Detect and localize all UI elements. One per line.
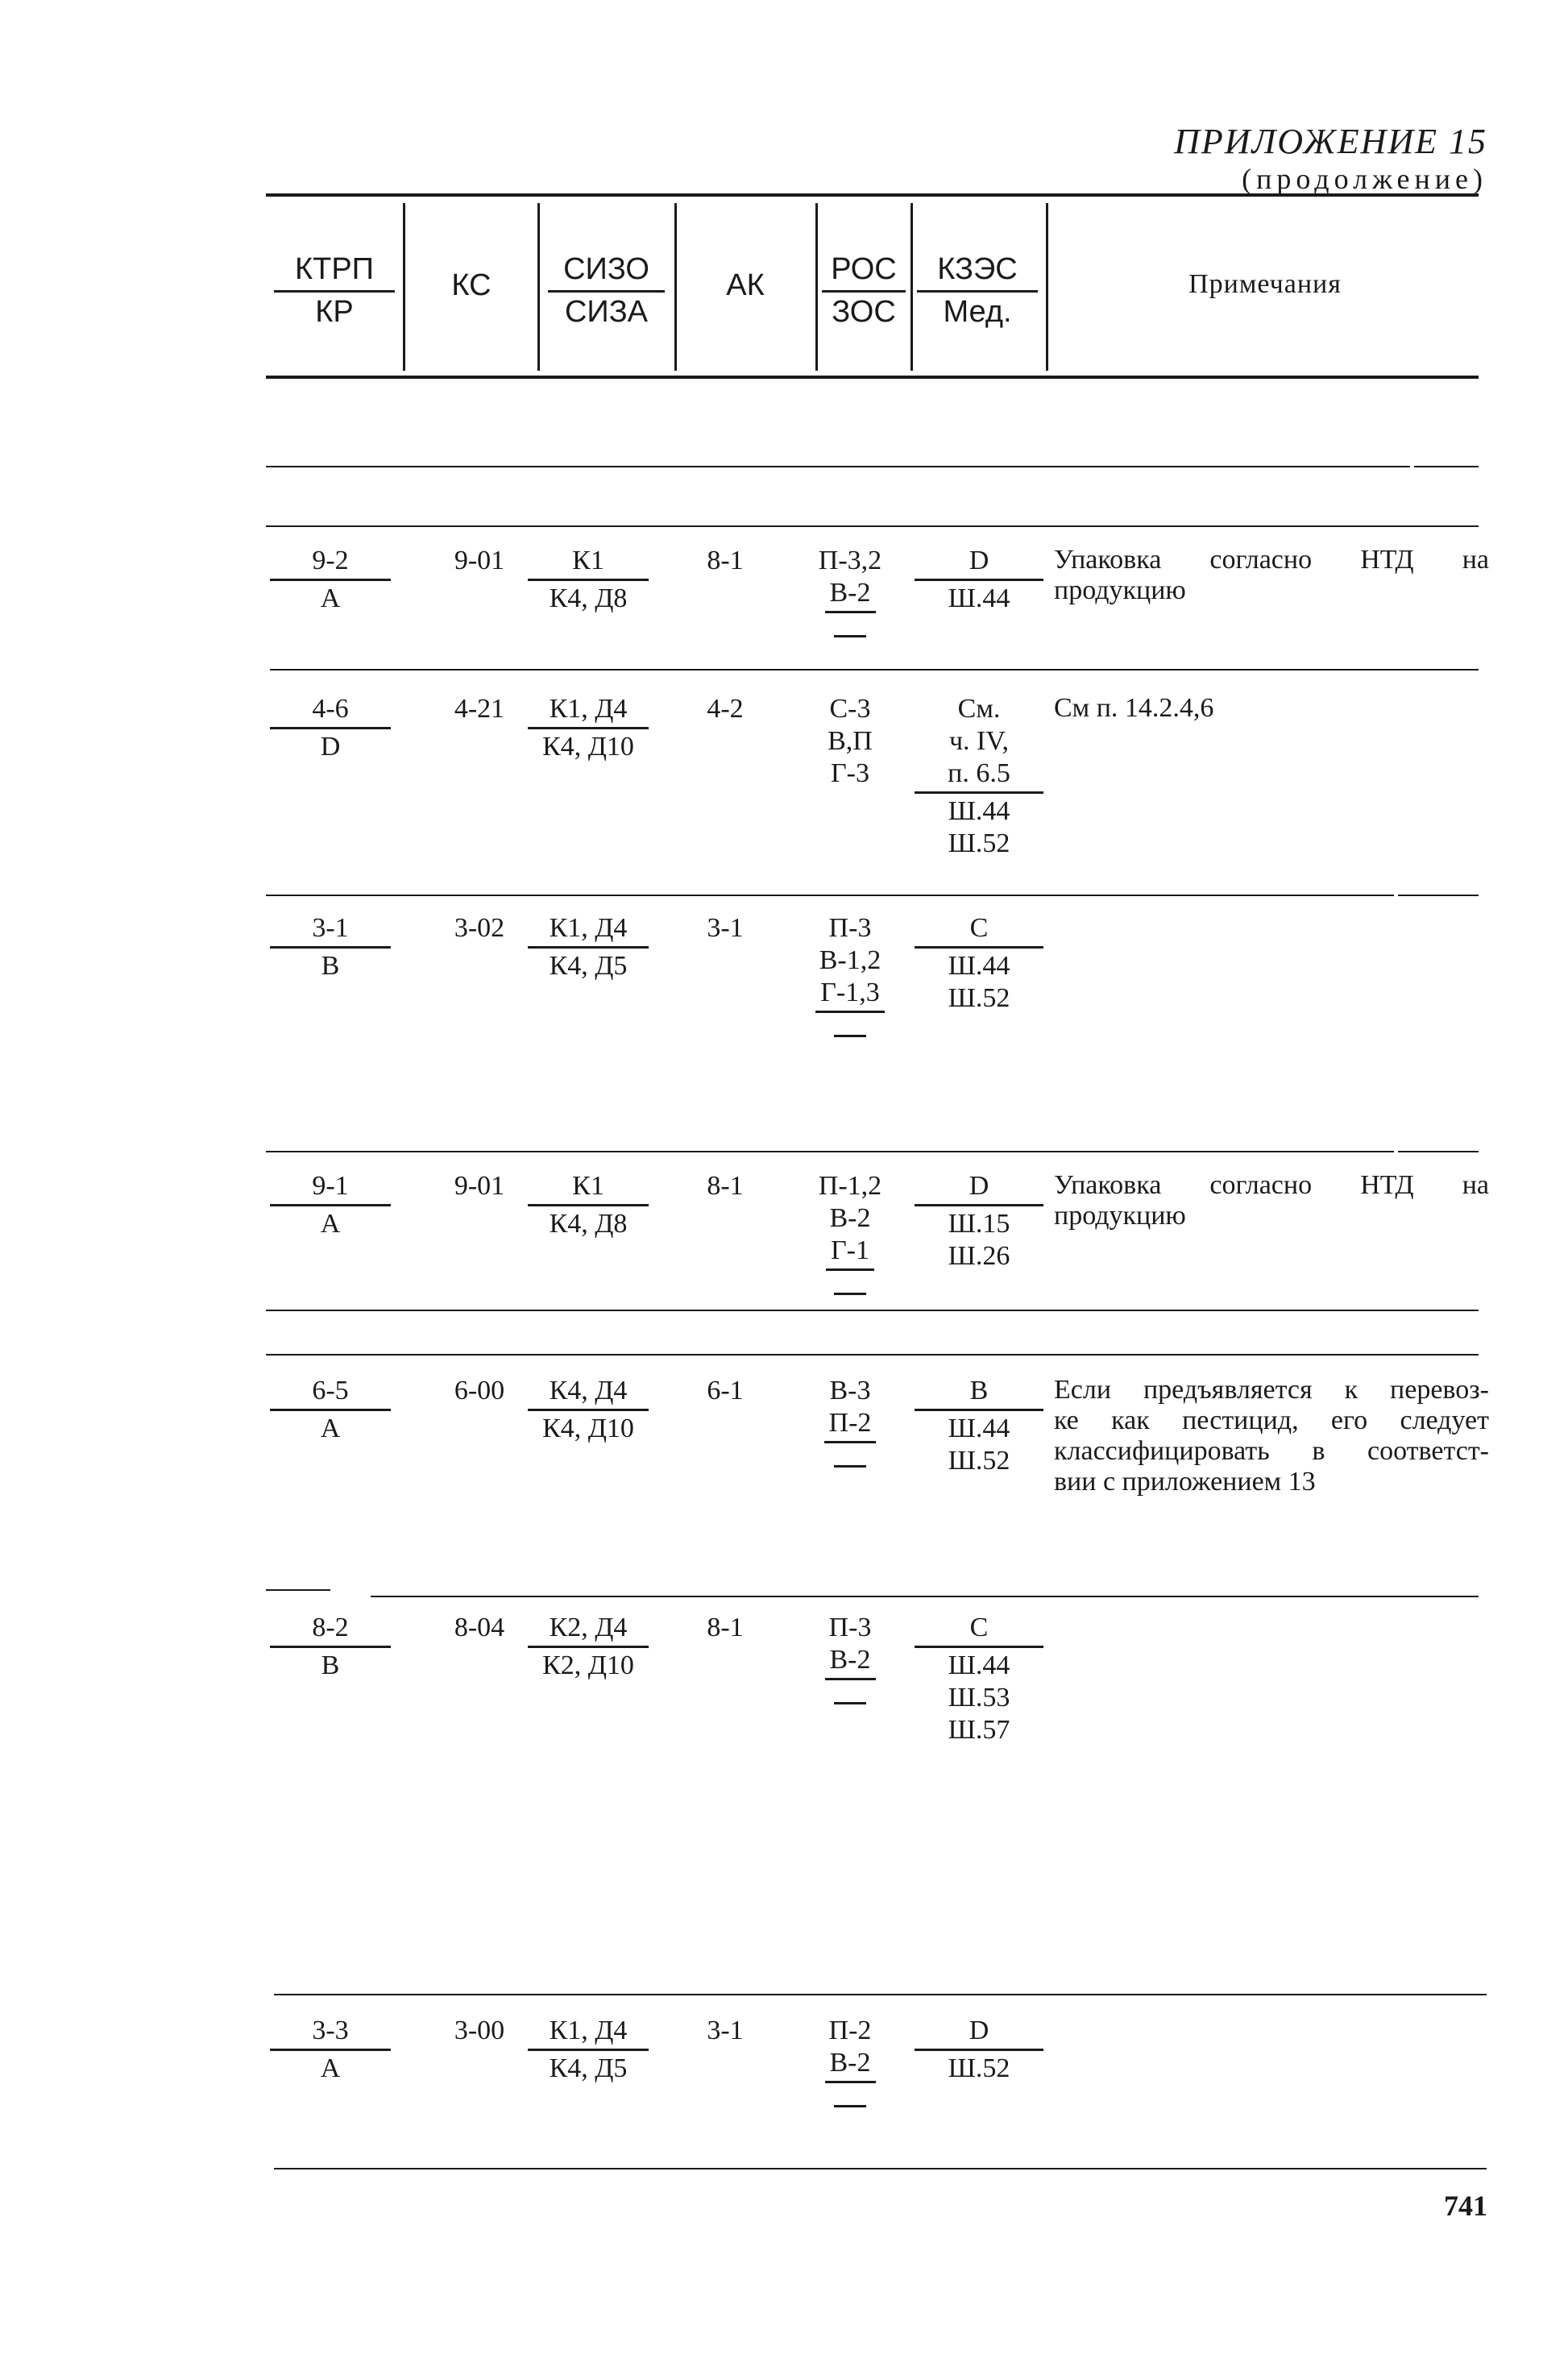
cell-sizo: К2, Д4 (528, 1612, 649, 1648)
cell-ak: 8-1 (707, 1171, 744, 1201)
cell-ros (806, 1170, 894, 1303)
cell-ks: 3-00 (454, 2016, 505, 2045)
zos-empty-dash (806, 1443, 894, 1476)
note-line: продукцию (1054, 1201, 1186, 1231)
kzes-line: См. (957, 694, 1001, 724)
ros-value: В-3 (829, 1376, 871, 1405)
group-rule (266, 1151, 1394, 1152)
ros-line (806, 912, 894, 945)
group-rule (266, 525, 1479, 527)
cell-ktrp-kr (270, 545, 391, 615)
ros-line (806, 758, 894, 790)
cell-siza: К4, Д8 (549, 1209, 628, 1239)
cell-ks: 9-01 (454, 546, 505, 575)
cell-sizo-siza (528, 1375, 649, 1445)
cell-sizo-siza (528, 2015, 649, 2085)
cell-siza: К4, Д5 (549, 951, 628, 981)
cell-kzes-med (915, 2015, 1043, 2085)
ros-value: П-3 (828, 1613, 872, 1642)
header-ks: КС (451, 268, 492, 302)
group-rule (266, 466, 1410, 467)
cell-ktrp: 3-1 (270, 912, 391, 949)
group-rule (266, 895, 1394, 896)
cell-kr: A (320, 2053, 341, 2083)
cell-sizo: К1 (528, 545, 649, 581)
ros-line (806, 725, 894, 758)
ros-value: П-2 (828, 2016, 872, 2045)
ros-line (806, 1202, 894, 1235)
header-ktrp-kr (274, 251, 395, 330)
cell-kzes-med (915, 912, 1043, 1015)
cell-med (915, 581, 1043, 615)
cell-ros (806, 1375, 894, 1476)
cell-kr: A (320, 583, 341, 613)
cell-sizo-siza (528, 1612, 649, 1682)
cell-kr: D (320, 732, 341, 762)
cell-sizo-siza (528, 1170, 649, 1240)
cell-ros (806, 545, 894, 646)
cell-notes (1054, 1170, 1489, 1231)
cell-med (915, 949, 1043, 1015)
cell-kzes: B (915, 1375, 1043, 1411)
cell-ros (806, 693, 894, 790)
zos-empty-dash (806, 1013, 894, 1045)
cell-ks: 6-00 (454, 1376, 505, 1405)
dash-mark (834, 1293, 866, 1295)
note-line: классифицировать в соответст- (1054, 1436, 1489, 1466)
ros-value: В-2 (829, 1203, 871, 1233)
cell-kr: A (320, 1209, 341, 1239)
med-line: Ш.15 (948, 1209, 1010, 1239)
header-sizo-siza (548, 251, 665, 330)
header-kzes: КЗЭС (917, 251, 1038, 293)
cell-sizo-siza (528, 545, 649, 615)
ros-value: В-1,2 (819, 945, 881, 975)
header-ros-zos (822, 251, 906, 330)
appendix-title: ПРИЛОЖЕНИЕ 15 (1174, 122, 1487, 161)
cell-ktrp: 3-3 (270, 2015, 391, 2051)
header-kr: КР (315, 295, 354, 329)
group-rule (274, 1994, 1487, 1995)
cell-ktrp: 9-2 (270, 545, 391, 581)
dash-mark (834, 1702, 866, 1704)
group-rule (1414, 466, 1479, 467)
ros-line (806, 1612, 894, 1644)
ros-line (806, 977, 894, 1013)
cell-notes (1054, 1375, 1489, 1497)
cell-ktrp: 6-5 (270, 1375, 391, 1411)
cell-sizo: К4, Д4 (528, 1375, 649, 1411)
cell-kzes: D (915, 545, 1043, 581)
dash-mark (834, 1035, 866, 1037)
cell-ktrp: 4-6 (270, 693, 391, 729)
ros-value: Г-1,3 (815, 977, 884, 1013)
cell-ak: 8-1 (707, 546, 744, 575)
group-rule (1398, 1151, 1479, 1152)
ros-value: В-2 (825, 2047, 876, 2083)
column-divider (911, 203, 913, 371)
cell-kzes-med (915, 1170, 1043, 1273)
header-zos: ЗОС (832, 295, 896, 329)
note-line: вии с приложением 13 (1054, 1467, 1316, 1497)
ros-value: Г-1 (826, 1235, 874, 1271)
ros-line (806, 945, 894, 977)
appendix-heading (1174, 122, 1487, 197)
ros-line (806, 1170, 894, 1202)
med-line: Ш.44 (948, 796, 1010, 826)
note-line: продукцию (1054, 575, 1186, 605)
cell-med (915, 2051, 1043, 2085)
group-rule (266, 1310, 1479, 1311)
cell-ak: 6-1 (707, 1376, 744, 1405)
cell-ks: 8-04 (454, 1613, 505, 1642)
dash-mark (834, 1465, 866, 1468)
cell-ak: 3-1 (707, 2016, 744, 2045)
header-med: Мед. (943, 295, 1012, 329)
cell-ks: 9-01 (454, 1171, 505, 1201)
ros-value: П-2 (824, 1407, 877, 1443)
group-rule (371, 1596, 1479, 1597)
ros-value: В,П (828, 726, 873, 756)
cell-ks: 4-21 (454, 694, 505, 724)
med-line: Ш.44 (948, 1650, 1010, 1680)
cell-ak: 4-2 (707, 694, 744, 724)
cell-ros (806, 1612, 894, 1713)
header-notes: Примечания (1188, 269, 1342, 299)
column-divider (403, 203, 405, 371)
cell-kzes: D (915, 1170, 1043, 1206)
ros-value: П-3,2 (818, 546, 882, 575)
cell-kzes: C (915, 1612, 1043, 1648)
ros-line (806, 1235, 894, 1271)
zos-empty-dash (806, 1271, 894, 1303)
cell-med (915, 1648, 1043, 1746)
note-line: Упаковка согласно НТД на (1054, 1170, 1489, 1200)
cell-kzes (915, 693, 1043, 794)
header-siza: СИЗА (564, 295, 649, 329)
group-rule (270, 669, 1479, 671)
ros-line (806, 2047, 894, 2083)
ros-line (806, 1375, 894, 1407)
cell-siza: К4, Д8 (549, 583, 628, 613)
med-line: Ш.44 (948, 951, 1010, 981)
column-divider (1046, 203, 1048, 371)
group-rule (266, 1589, 330, 1591)
cell-med (915, 1411, 1043, 1477)
header-ak: АК (726, 268, 765, 302)
header-kzes-med (917, 251, 1038, 330)
column-divider (815, 203, 818, 371)
note-line: См п. 14.2.4,6 (1054, 693, 1214, 723)
cell-kr: A (320, 1414, 341, 1443)
med-line: Ш.26 (948, 1241, 1010, 1271)
ros-line (806, 1407, 894, 1443)
cell-ktrp-kr (270, 1612, 391, 1682)
cell-ktrp-kr (270, 912, 391, 982)
dash-mark (834, 2105, 866, 2107)
header-ktrp: КТРП (274, 251, 395, 293)
cell-sizo: К1, Д4 (528, 2015, 649, 2051)
ros-line (806, 577, 894, 613)
cell-ros (806, 2015, 894, 2115)
med-line: Ш.52 (948, 828, 1010, 858)
cell-sizo-siza (528, 693, 649, 763)
cell-ak: 8-1 (707, 1613, 744, 1642)
med-line: Ш.52 (948, 983, 1010, 1013)
ros-line (806, 693, 894, 725)
group-rule (266, 1354, 1479, 1356)
med-line: Ш.52 (948, 2053, 1010, 2083)
cell-ktrp-kr (270, 693, 391, 763)
cell-ktrp-kr (270, 2015, 391, 2085)
cell-ktrp: 9-1 (270, 1170, 391, 1206)
note-line: Если предъявляется к перевоз- (1054, 1375, 1489, 1405)
header-bottom-rule (266, 376, 1479, 379)
cell-siza: К4, Д5 (549, 2053, 628, 2083)
cell-sizo: К1 (528, 1170, 649, 1206)
cell-kzes-med (915, 545, 1043, 615)
ros-value: В-2 (825, 1644, 876, 1680)
cell-notes (1054, 545, 1489, 606)
column-divider (674, 203, 677, 371)
cell-sizo-siza (528, 912, 649, 982)
page-number: 741 (1444, 2190, 1487, 2222)
cell-kzes: D (915, 2015, 1043, 2051)
header-sizo: СИЗО (548, 251, 665, 293)
zos-empty-dash (806, 1680, 894, 1713)
kzes-line: п. 6.5 (948, 758, 1010, 788)
cell-med (915, 794, 1043, 860)
zos-empty-dash (806, 2083, 894, 2115)
med-line: Ш.44 (948, 1414, 1010, 1443)
ros-value: С-3 (829, 694, 871, 724)
med-line: Ш.53 (948, 1683, 1010, 1713)
cell-ktrp-kr (270, 1375, 391, 1445)
dash-mark (834, 635, 866, 637)
zos-empty-dash (806, 613, 894, 646)
appendix-subtitle: (продолжение) (1242, 163, 1487, 195)
ros-value: В-2 (825, 577, 876, 613)
cell-kzes: C (915, 912, 1043, 949)
table-bottom-rule (274, 2168, 1487, 2169)
header-ros: РОС (822, 251, 906, 293)
group-rule (1398, 895, 1479, 896)
ros-line (806, 1644, 894, 1680)
table-top-rule (266, 193, 1479, 197)
ros-value: Г-3 (831, 758, 869, 788)
med-line: Ш.52 (948, 1446, 1010, 1476)
cell-kr: B (321, 951, 340, 981)
ros-value: П-3 (828, 913, 872, 943)
cell-ktrp: 8-2 (270, 1612, 391, 1648)
cell-ks: 3-02 (454, 913, 505, 943)
cell-ak: 3-1 (707, 913, 744, 943)
med-line: Ш.44 (948, 583, 1010, 613)
cell-siza: К2, Д10 (542, 1650, 634, 1680)
cell-notes (1054, 693, 1489, 724)
note-line: Упаковка согласно НТД на (1054, 545, 1489, 575)
cell-kr: B (321, 1650, 340, 1680)
cell-ktrp-kr (270, 1170, 391, 1240)
cell-kzes-med (915, 693, 1043, 860)
cell-sizo: К1, Д4 (528, 693, 649, 729)
cell-med (915, 1206, 1043, 1273)
note-line: ке как пестицид, его следует (1054, 1405, 1489, 1435)
ros-value: П-1,2 (818, 1171, 882, 1201)
cell-siza: К4, Д10 (542, 732, 634, 762)
ros-line (806, 545, 894, 577)
cell-siza: К4, Д10 (542, 1414, 634, 1443)
cell-kzes-med (915, 1612, 1043, 1746)
cell-sizo: К1, Д4 (528, 912, 649, 949)
ros-line (806, 2015, 894, 2047)
column-divider (537, 203, 540, 371)
med-line: Ш.57 (948, 1715, 1010, 1745)
cell-kzes-med (915, 1375, 1043, 1477)
kzes-line: ч. IV, (948, 726, 1010, 756)
cell-ros (806, 912, 894, 1045)
